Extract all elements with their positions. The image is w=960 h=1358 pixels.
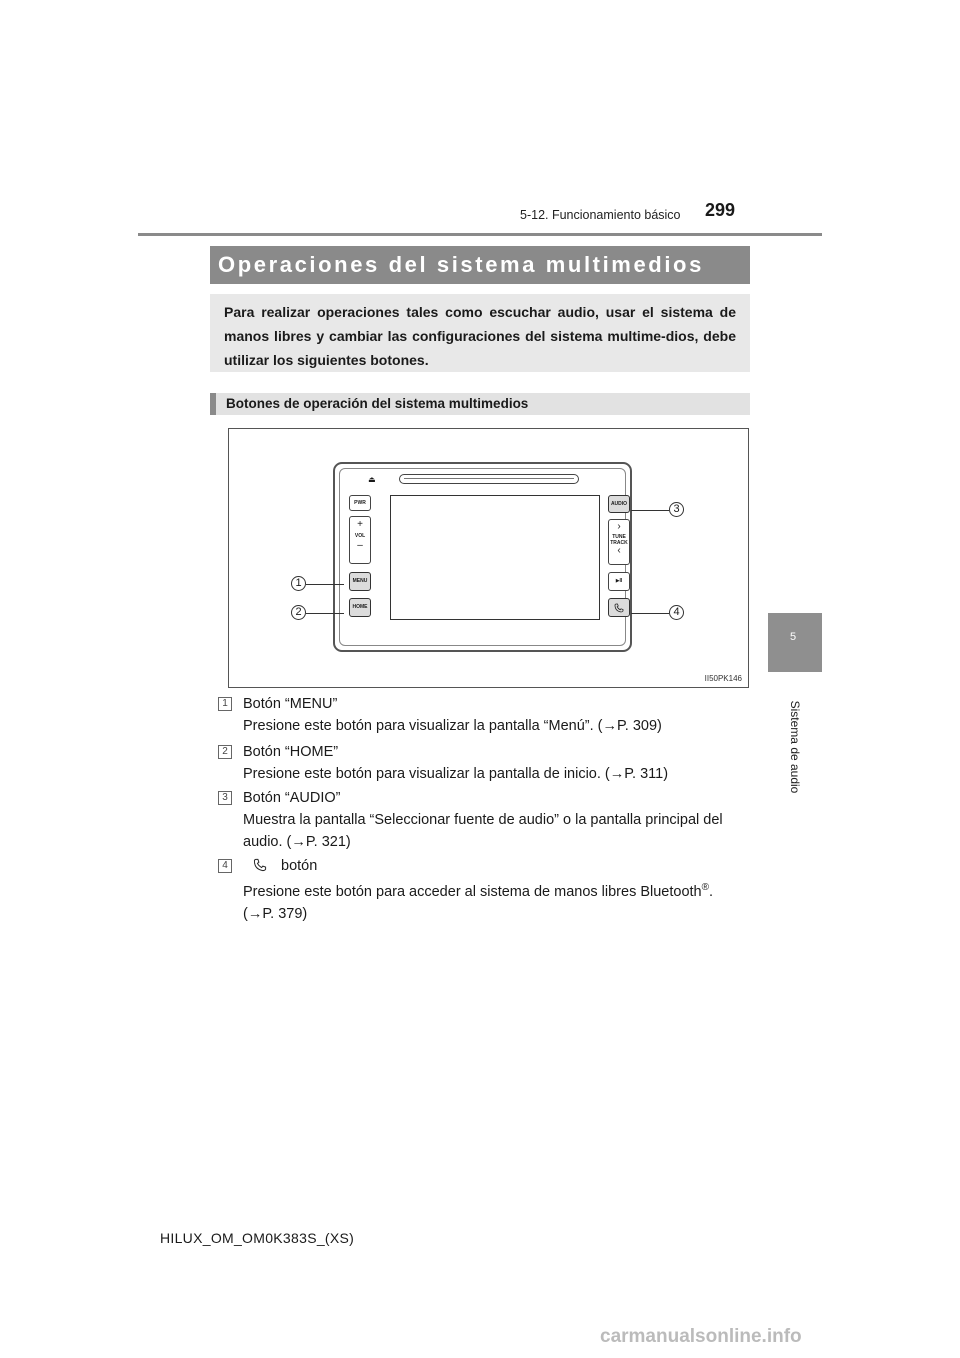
item-description: audio. (→P. 321) — [243, 834, 351, 850]
home-label: HOME — [352, 604, 368, 610]
multimedia-panel — [333, 462, 632, 652]
callout-number: 4 — [673, 606, 680, 618]
item-title: Botón “HOME” — [243, 744, 339, 760]
section-reference: 5-12. Funcionamiento básico — [520, 208, 681, 222]
item-title: Botón “AUDIO” — [243, 790, 341, 806]
item-description: Presione este botón para visualizar la pantalla de inicio. (→P. 311) — [243, 766, 669, 782]
eject-icon: ⏏ — [368, 475, 376, 484]
subheading: Botones de operación del sistema multimedios — [226, 396, 529, 411]
phone-icon — [253, 858, 267, 872]
item-title-text: botón — [281, 858, 318, 874]
vol-plus: + — [357, 519, 363, 530]
chapter-tab-label — [768, 672, 822, 822]
track-label: TRACK — [610, 540, 628, 546]
cd-slot — [399, 474, 579, 484]
item-title: Botón “MENU” — [243, 696, 338, 712]
chapter-tab — [768, 613, 822, 672]
pwr-button — [349, 495, 371, 511]
item-number: 3 — [218, 791, 232, 805]
pwr-label: PWR — [354, 500, 366, 506]
item-description: Presione este botón para visualizar la pantalla “Menú”. (→P. 309) — [243, 718, 662, 734]
chevron-right-icon: › — [617, 521, 621, 532]
item-title — [243, 855, 763, 877]
model-code: HILUX_OM_OM0K383S_(XS) — [160, 1230, 355, 1246]
vol-button — [349, 516, 371, 564]
callout-4-leader — [631, 613, 669, 614]
callout-1 — [291, 576, 306, 591]
play-pause-button — [608, 572, 630, 591]
touch-screen — [390, 495, 600, 620]
callout-3 — [669, 502, 684, 517]
callout-2-leader — [306, 613, 344, 614]
intro-box — [210, 294, 750, 372]
page-title: Operaciones del sistema multimedios — [218, 252, 704, 277]
callout-1-leader — [306, 584, 344, 585]
audio-button — [608, 495, 630, 513]
page-number: 299 — [705, 200, 736, 220]
list-item — [243, 787, 763, 853]
callout-3-leader — [631, 510, 669, 511]
registered-mark: ® — [701, 882, 710, 893]
intro-text: Para realizar operaciones tales como escuchar audio, usar el sistema de manos libres y cambiar las configuraciones del sistema multime-dios, debe utilizar los siguientes botones. — [224, 304, 736, 368]
chevron-left-icon: ‹ — [617, 545, 621, 556]
watermark: carmanualsonline.info — [600, 1326, 802, 1347]
callout-number: 2 — [295, 606, 302, 618]
figure-code: II50PK146 — [704, 674, 742, 683]
callout-2 — [291, 605, 306, 620]
subheading-bar — [210, 393, 750, 415]
callout-4 — [669, 605, 684, 620]
list-item — [243, 693, 763, 737]
menu-button — [349, 572, 371, 591]
header-divider — [138, 233, 822, 236]
list-item — [243, 741, 763, 785]
menu-label: MENU — [352, 578, 368, 584]
vol-minus: – — [357, 540, 363, 551]
play-pause-icon: ▶II — [615, 578, 623, 584]
home-button — [349, 598, 371, 617]
chapter-number: 5 — [790, 631, 797, 643]
callout-number: 1 — [295, 577, 302, 589]
item-number: 1 — [218, 697, 232, 711]
item-number: 4 — [218, 859, 232, 873]
item-description: (→P. 379) — [243, 905, 308, 922]
phone-button — [608, 598, 630, 617]
list-item — [243, 855, 763, 925]
vol-label: VOL — [354, 533, 366, 539]
callout-number: 3 — [673, 503, 680, 515]
item-description-end: . — [709, 883, 714, 900]
chapter-label: Sistema de audio — [788, 700, 802, 794]
tune-label: TUNE — [612, 534, 626, 540]
tune-track-button — [608, 519, 630, 565]
phone-icon — [614, 603, 624, 613]
figure-frame — [228, 428, 749, 688]
page-title-bar — [210, 246, 750, 284]
item-number: 2 — [218, 745, 232, 759]
audio-label: AUDIO — [610, 501, 628, 507]
item-description — [243, 877, 763, 903]
item-description: Muestra la pantalla “Seleccionar fuente de audio” o la pantalla principal del — [243, 812, 723, 828]
item-description-text: Presione este botón para acceder al sistema de manos libres Bluetooth — [243, 883, 702, 900]
